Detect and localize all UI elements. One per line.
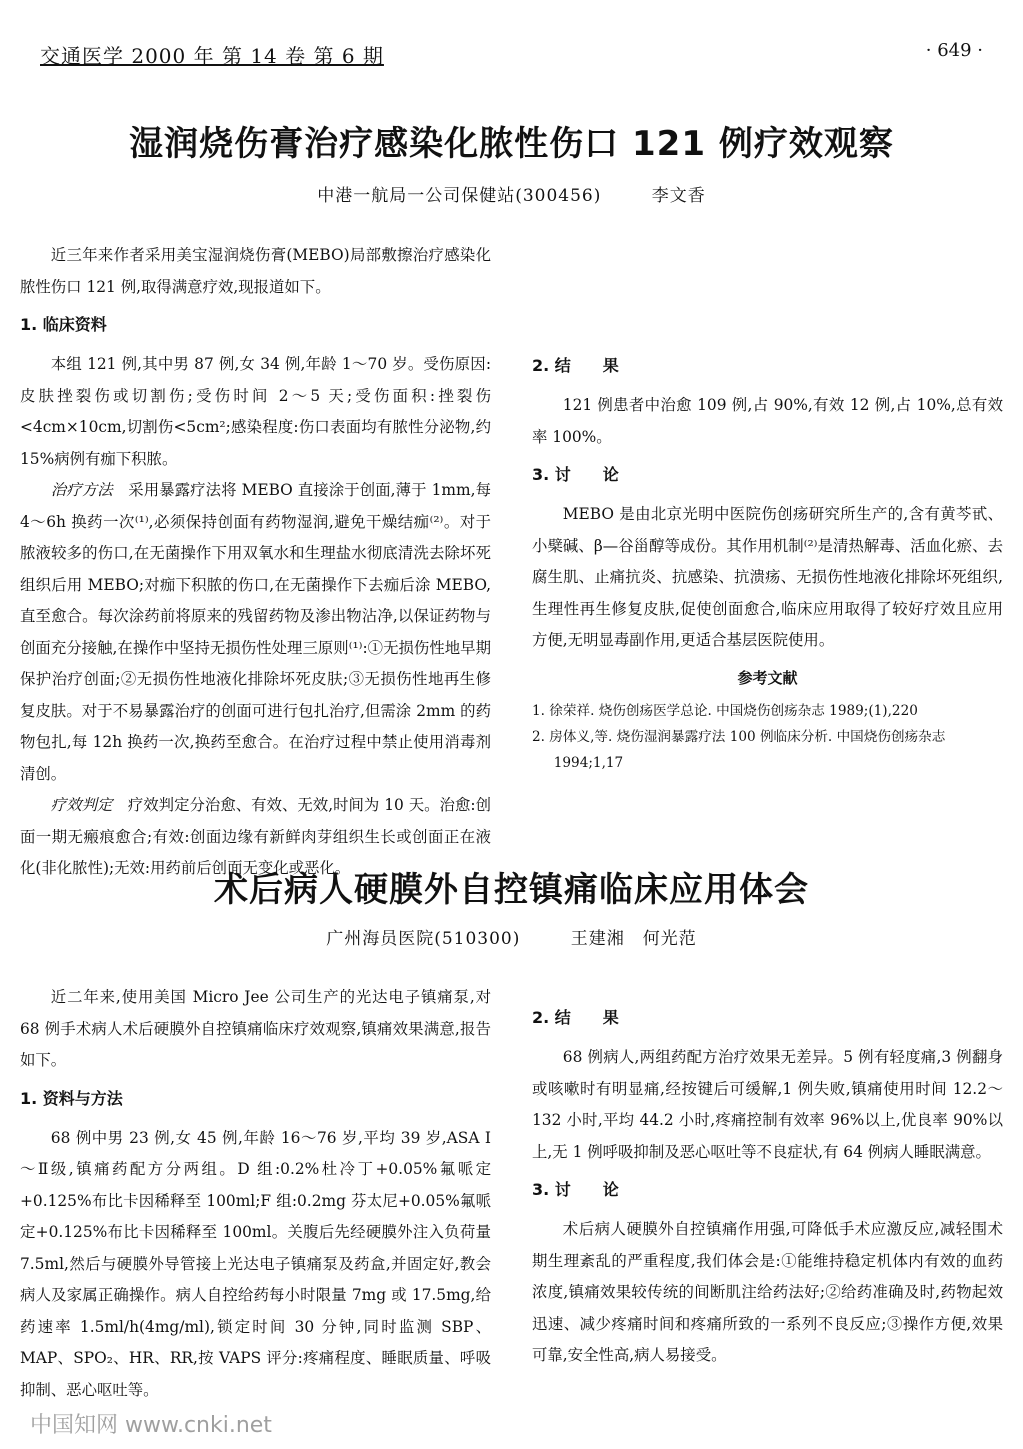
article1-affiliation: 中港一航局一公司保健站(300456) [317, 186, 602, 206]
article2-section2-paragraph: 68 例病人,两组药配方治疗效果无差异。5 例有轻度痛,3 例翻身或咳嗽时有明显痛,经按键后可缓解,1 例失败,镇痛使用时间 12.2～132 小时,平均 44.2 小时,疼痛控制有效率 96%以上,优良率 90%以上,无 1 例呼吸抑制及恶心呕吐等不良症状,有 64 例病人睡眠满意。 [532, 1048, 1003, 1161]
article2-title: 术后病人硬膜外自控镇痛临床应用体会 [214, 870, 809, 910]
cnki-watermark: 中国知网 www.cnki.net [30, 1413, 272, 1438]
article2-affiliation: 广州海员医院(510300) [326, 929, 521, 949]
article1-treatment-lead: 治疗方法 [50, 481, 113, 499]
article2-right-column [532, 996, 1003, 1372]
article1-treatment-text: 采用暴露疗法将 MEBO 直接涂于创面,薄于 1mm,每 4～6h 换药一次⁽¹⁾,必须保持创面有药物湿润,避免干燥结痂⁽²⁾。对于脓液较多的伤口,在无菌操作下用双氧水和生理盐水彻底清洗去除坏死组织后用 MEBO;对痂下积脓的伤口,在无菌操作下去痂后涂 MEBO,直至愈合。每次涂药前将原来的残留药物及渗出物沾净,以保证药物与创面充分接触,在操作中坚持无损伤性处理三原则⁽¹⁾:①无损伤性地早期保护治疗创面;②无损伤性地液化排除坏死皮肤;③无损伤性地再生修复皮肤。对于不易暴露治疗的创面可进行包扎治疗,但需涂 2mm 的药物包扎,每 12h 换药一次,换药至愈合。在治疗过程中禁止使用消毒剂清创。 [20, 481, 491, 783]
article2-section1-heading: 1. 资料与方法 [20, 1088, 123, 1108]
page-number: · 649 · [925, 40, 983, 61]
article1-reference-1: 1. 徐荣祥. 烧伤创疡医学总论. 中国烧伤创疡杂志 1989;(1),220 [532, 703, 918, 719]
article1-section3-paragraph: MEBO 是由北京光明中医院伤创疡研究所生产的,含有黄芩甙、小檗碱、β—谷甾醇等成份。其作用机制⁽²⁾是清热解毒、活血化瘀、去腐生肌、止痛抗炎、抗感染、抗溃疡、无损伤性地液化排除坏死组织,生理性再生修复皮肤,促使创面愈合,临床应用取得了较好疗效且应用方便,无明显毒副作用,更适合基层医院使用。 [532, 505, 1003, 649]
article2-section3-paragraph: 术后病人硬膜外自控镇痛作用强,可降低手术应激反应,减轻围术期生理紊乱的严重程度,我们体会是:①能维持稳定机体内有效的血药浓度,镇痛效果较传统的间断肌注给药法好;②给药准确及时,药物起效迅速、减少疼痛时间和疼痛所致的一系列不良反应;③操作方便,效果可靠,安全性高,病人易接受。 [532, 1220, 1003, 1364]
article1-section2-paragraph: 121 例患者中治愈 109 例,占 90%,有效 12 例,占 10%,总有效率 100%。 [532, 396, 1003, 446]
article1-section1-heading: 1. 临床资料 [20, 315, 107, 334]
article1-section3-heading: 3. 讨 论 [532, 465, 619, 484]
article2-section1-paragraph: 68 例中男 23 例,女 45 例,年龄 16～76 岁,平均 39 岁,ASA Ⅰ～Ⅱ级,镇痛药配方分两组。D 组:0.2%杜冷丁+0.05%氟哌定+0.125%布比卡因稀释至 100ml;F 组:0.2mg 芬太尼+0.05%氟哌定+0.125%布比卡因稀释至 100ml。关腹后先经硬膜外注入负荷量 7.5ml,然后与硬膜外导管接上光达电子镇痛泵及药盒,并固定好,教会病人及家属正确操作。病人自控给药每小时限量 7mg 或 17.5mg,给药速率 1.5ml/h(4mg/ml),锁定时间 30 分钟,同时监测 SBP、MAP、SPO₂、HR、RR,按 VAPS 评分:疼痛程度、睡眠质量、呼吸抑制、恶心呕吐等。 [20, 1128, 491, 1399]
article1-references-title: 参考文献 [737, 668, 798, 687]
article1-evaluation-lead: 疗效判定 [50, 796, 113, 814]
article2-left-column [20, 982, 491, 1406]
article2-intro: 近二年来,使用美国 Micro Jee 公司生产的光达电子镇痛泵,对 68 例手术病人术后硬膜外自控镇痛临床疗效观察,镇痛效果满意,报告如下。 [20, 988, 491, 1069]
article1-section1-paragraph2 [20, 475, 491, 790]
article1-title: 湿润烧伤膏治疗感染化脓性伤口 121 例疗效观察 [129, 124, 894, 164]
journal-issue: 交通医学 2000 年 第 14 卷 第 6 期 [40, 44, 384, 68]
article2-section3-heading: 3. 讨 论 [532, 1180, 619, 1199]
article1-evaluation-text: 疗效判定分治愈、有效、无效,时间为 10 天。治愈:创面一期无瘢痕愈合;有效:创面边缘有新鲜肉芽组织生长或创面正在液化(非化脓性);无效:用药前后创面无变化或恶化。 [20, 796, 491, 877]
article1-reference-2: 2. 房体义,等. 烧伤湿润暴露疗法 100 例临床分析. 中国烧伤创疡杂志 1994;1,17 [532, 729, 946, 771]
article1-byline [40, 181, 983, 206]
article1-author: 李文香 [651, 186, 706, 206]
article1-section1-paragraph1: 本组 121 例,其中男 87 例,女 34 例,年龄 1～70 岁。受伤原因:皮肤挫裂伤或切割伤;受伤时间 2～5 天;受伤面积:挫裂伤<4cm×10cm,切割伤<5cm²;感染程度:伤口表面均有脓性分泌物,约 15%病例有痂下积脓。 [20, 355, 491, 468]
article2-section2-heading: 2. 结 果 [532, 1008, 619, 1027]
article1-right-column [532, 344, 1003, 776]
article2-authors: 王建湘 何光范 [570, 929, 697, 949]
article1-intro: 近三年来作者采用美宝湿润烧伤膏(MEBO)局部敷擦治疗感染化脓性伤口 121 例,取得满意疗效,现报道如下。 [20, 246, 491, 296]
article1-section2-heading: 2. 结 果 [532, 356, 619, 375]
running-head [40, 40, 983, 70]
article1-left-column [20, 240, 491, 885]
article2-byline [40, 924, 983, 949]
